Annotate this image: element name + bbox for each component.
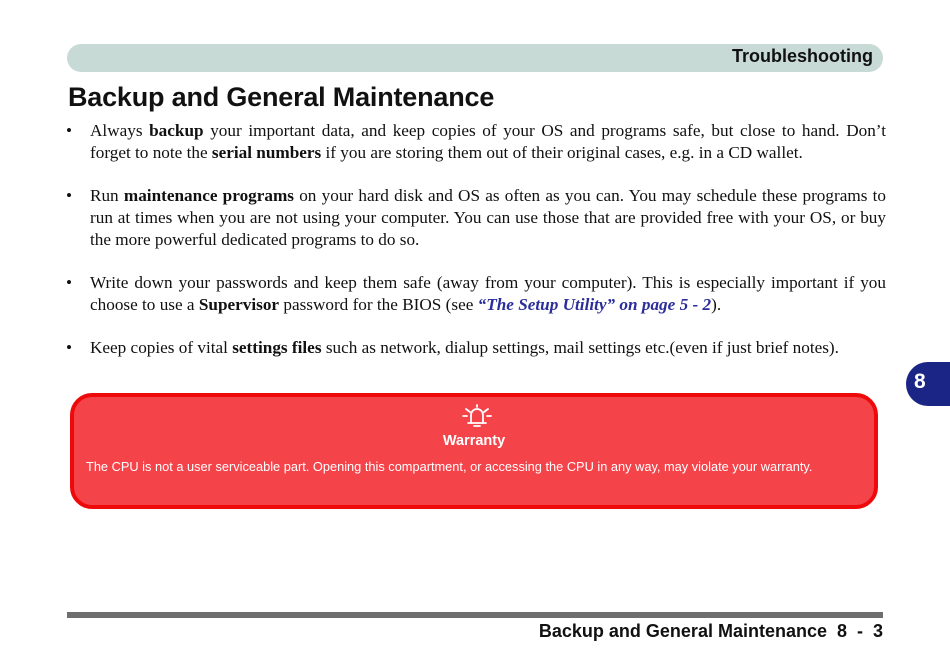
bullet-text: Write down your passwords and keep them safe (away from your computer). This is especially important if you choose to use a (90, 272, 886, 314)
bullet-marker: • (66, 272, 73, 292)
bullet-marker: • (66, 337, 73, 357)
header-bar (67, 44, 883, 72)
bullet-text: Run (90, 186, 124, 206)
bullet-maintenance (66, 185, 886, 250)
bullet-passwords (66, 272, 886, 315)
footer-rule (67, 612, 883, 618)
bullet-list (66, 120, 886, 380)
bullet-emphasis: backup (149, 121, 204, 140)
bullet-settings (66, 337, 886, 359)
footer-page-label: Backup and General Maintenance 8 - 3 (538, 621, 883, 641)
bullet-text: ). (711, 294, 722, 314)
bullet-text: your important data, and keep copies of your OS and programs safe, but close to hand. Don’t forget to note the (90, 121, 886, 162)
bullet-text: if you are storing them out of their original cases, e.g. in a CD wallet. (321, 142, 803, 162)
bullet-text: password for the BIOS (see (279, 294, 478, 314)
warning-box (70, 393, 878, 509)
bullet-text: Keep copies of vital (90, 337, 233, 357)
chapter-number: 8 (914, 370, 926, 393)
warning-text: The CPU is not a user serviceable part. Opening this compartment, or accessing the CPU in any way, may violate your warranty. (86, 459, 813, 474)
bullet-emphasis: maintenance programs (123, 186, 294, 206)
bullet-backup (66, 120, 886, 163)
bullet-emphasis: settings files (232, 337, 322, 357)
bullet-marker: • (66, 186, 73, 206)
page-title: Backup and General Maintenance (68, 82, 495, 112)
warning-heading: Warranty (442, 433, 506, 449)
alarm-bell-icon (462, 403, 492, 429)
chapter-tab (906, 362, 950, 406)
bullet-emphasis: serial numbers (211, 142, 322, 162)
bullet-text: on your hard disk and OS as often as you can. You may schedule these programs to run at times when you are not using your computer. You can use those that are provided free with your OS, or buy the more powerful dedicated programs to do so. (90, 186, 886, 249)
bullet-text: such as network, dialup settings, mail settings etc.(even if just brief notes). (321, 337, 839, 357)
setup-utility-link[interactable]: “The Setup Utility” on page 5 - 2 (477, 294, 712, 314)
bullet-marker: • (66, 121, 73, 140)
bullet-text: Always (90, 121, 150, 140)
section-title: Troubleshooting (732, 46, 873, 66)
bullet-emphasis: Supervisor (198, 294, 280, 314)
